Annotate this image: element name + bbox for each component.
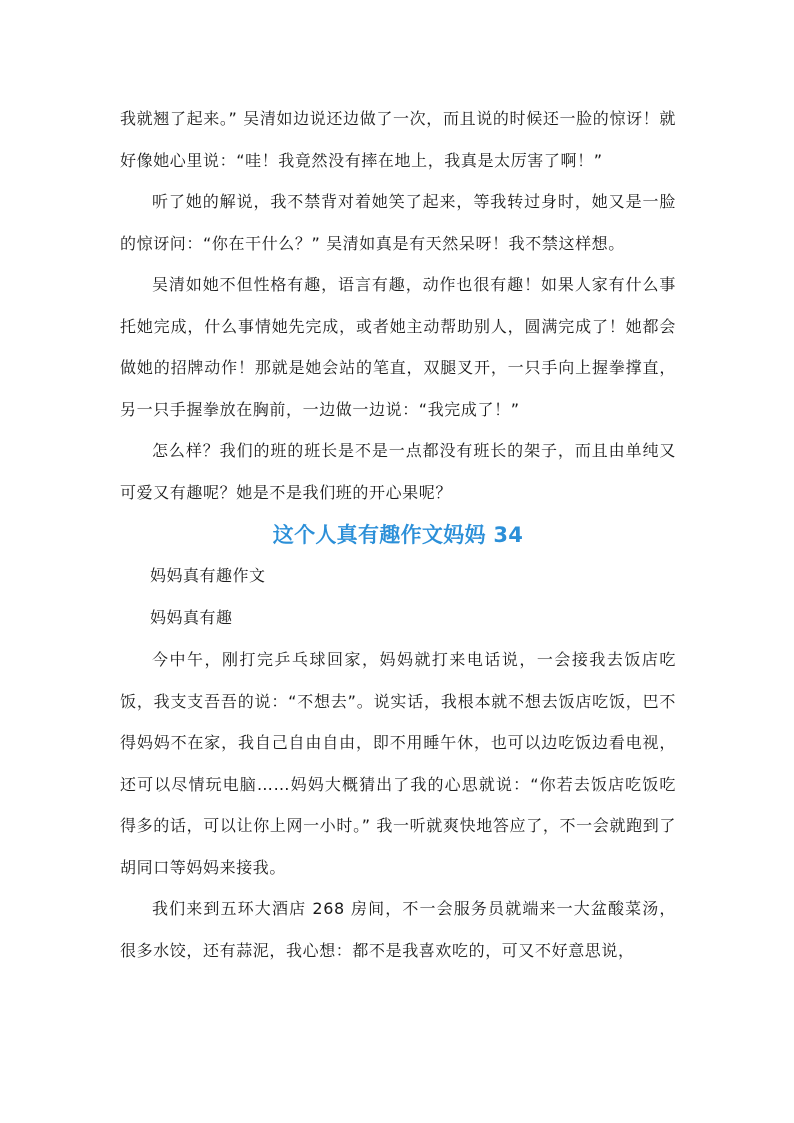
paragraph: 今中午，刚打完乒乓球回家，妈妈就打来电话说，一会接我去饭店吃饭，我支支吾吾的说：“不想去”。说实话，我根本就不想去饭店吃饭，巴不得妈妈不在家，我自己自由自由，即不用睡午休，也可以边吃饭边看电视，还可以尽情玩电脑……妈妈大概猜出了我的心思就说：“你若去饭店吃饭吃得多的话，可以让你上网一小时。” 我一听就爽快地答应了，不一会就跑到了胡同口等妈妈来接我。	[120, 650, 676, 877]
paragraph: 听了她的解说，我不禁背对着她笑了起来，等我转过身时，她又是一脸的惊讶问：“你在干什么？” 吴清如真是有天然呆呀！我不禁这样想。	[120, 192, 676, 253]
paragraph: 我们来到五环大酒店 268 房间，不一会服务员就端来一大盆酸菜汤，很多水饺，还有蒜泥，我心想：都不是我喜欢吃的，可又不好意思说，	[120, 899, 676, 960]
paragraph: 吴清如她不但性格有趣，语言有趣，动作也很有趣！如果人家有什么事托她完成，什么事情她先完成，或者她主动帮助别人，圆满完成了！她都会做她的招牌动作！那就是她会站的笔直，双腿叉开，一只手向上握拳撑直，另一只手握拳放在胸前，一边做一边说：“我完成了！”	[120, 275, 676, 419]
essay-subtitle: 妈妈真有趣作文	[150, 566, 266, 585]
paragraph: 怎么样？我们的班的班长是不是一点都没有班长的架子，而且由单纯又可爱又有趣呢？她是不是我们班的开心果呢？	[120, 441, 676, 502]
section-title: 这个人真有趣作文妈妈 34	[272, 523, 524, 547]
document-page	[120, 98, 676, 971]
essay-title: 妈妈真有趣	[150, 608, 233, 627]
paragraph-continuation: 我就翘了起来。” 吴清如边说还边做了一次，而且说的时候还一脸的惊讶！就好像她心里说：“哇！我竟然没有摔在地上，我真是太厉害了啊！”	[120, 109, 676, 170]
